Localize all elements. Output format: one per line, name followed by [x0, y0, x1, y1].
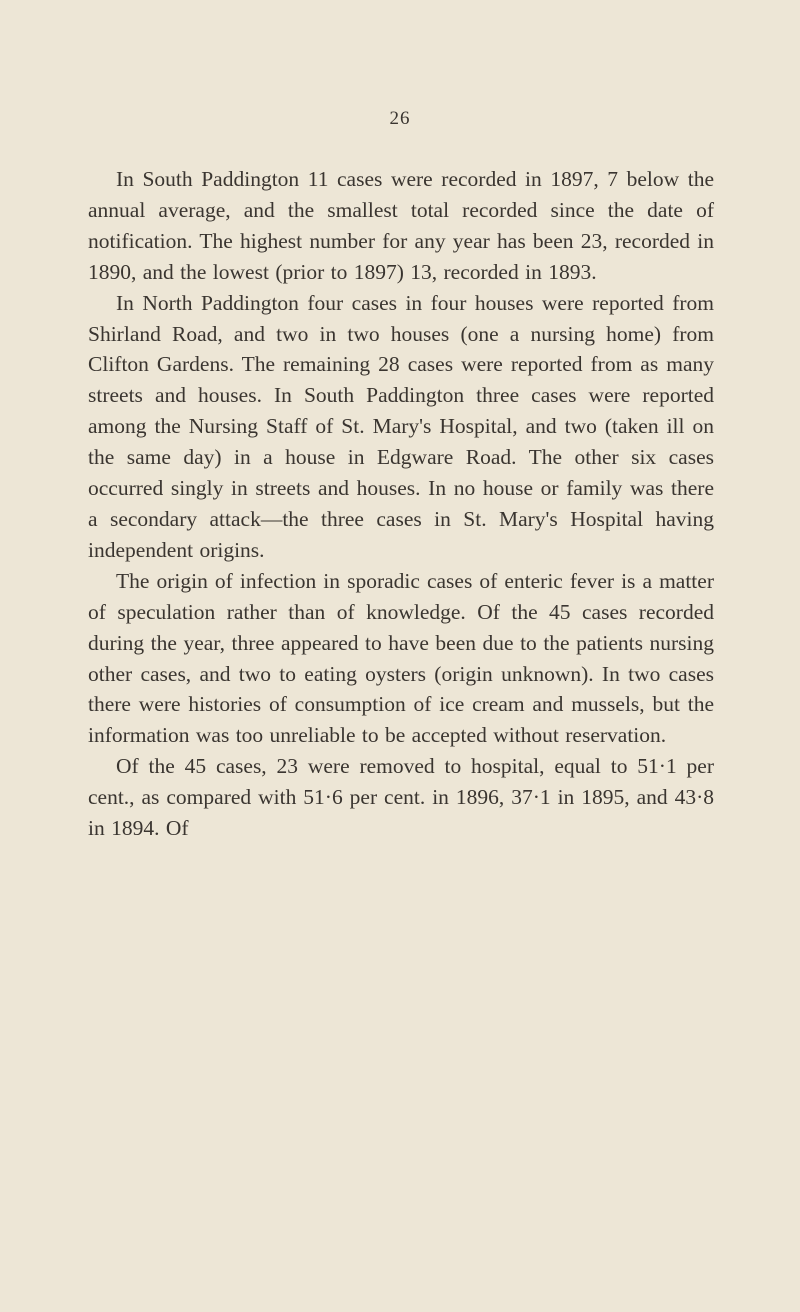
paragraph-origin-of-infection: The origin of infection in sporadic cases of enteric fever is a matter of speculation rather than of knowledge. Of the 45 cases recorded during the year, three appeared to have been due to the patients nursing other cases, and two to eating oysters (origin unknown). In two cases there were histories of consumption of ice cream and mussels, but the information was too unreliable to be accepted without reservation.: [88, 568, 714, 748]
paragraph-hospital-removals: Of the 45 cases, 23 were removed to hospital, equal to 51·1 per cent., as compared with 51·6 per cent. in 1896, 37·1 in 1895, and 43·8 in 1894. Of: [88, 754, 714, 841]
page-number: 26: [389, 108, 411, 129]
body-text: [88, 164, 714, 844]
paragraph-north-paddington: In North Paddington four cases in four houses were reported from Shirland Road, and two in two houses (one a nursing home) from Clifton Gardens. The remaining 28 cases were reported from as many streets and houses. In South Paddington three cases were reported among the Nursing Staff of St. Mary's Hospital, and two (taken ill on the same day) in a house in Edgware Road. The other six cases occurred singly in streets and houses. In no house or family was there a secondary attack—the three cases in St. Mary's Hospital having independent origins.: [88, 290, 714, 562]
paragraph-south-paddington: In South Paddington 11 cases were recorded in 1897, 7 below the annual average, and the smallest total recorded since the date of notification. The highest number for any year has been 23, recorded in 1890, and the lowest (prior to 1897) 13, recorded in 1893.: [88, 167, 714, 284]
